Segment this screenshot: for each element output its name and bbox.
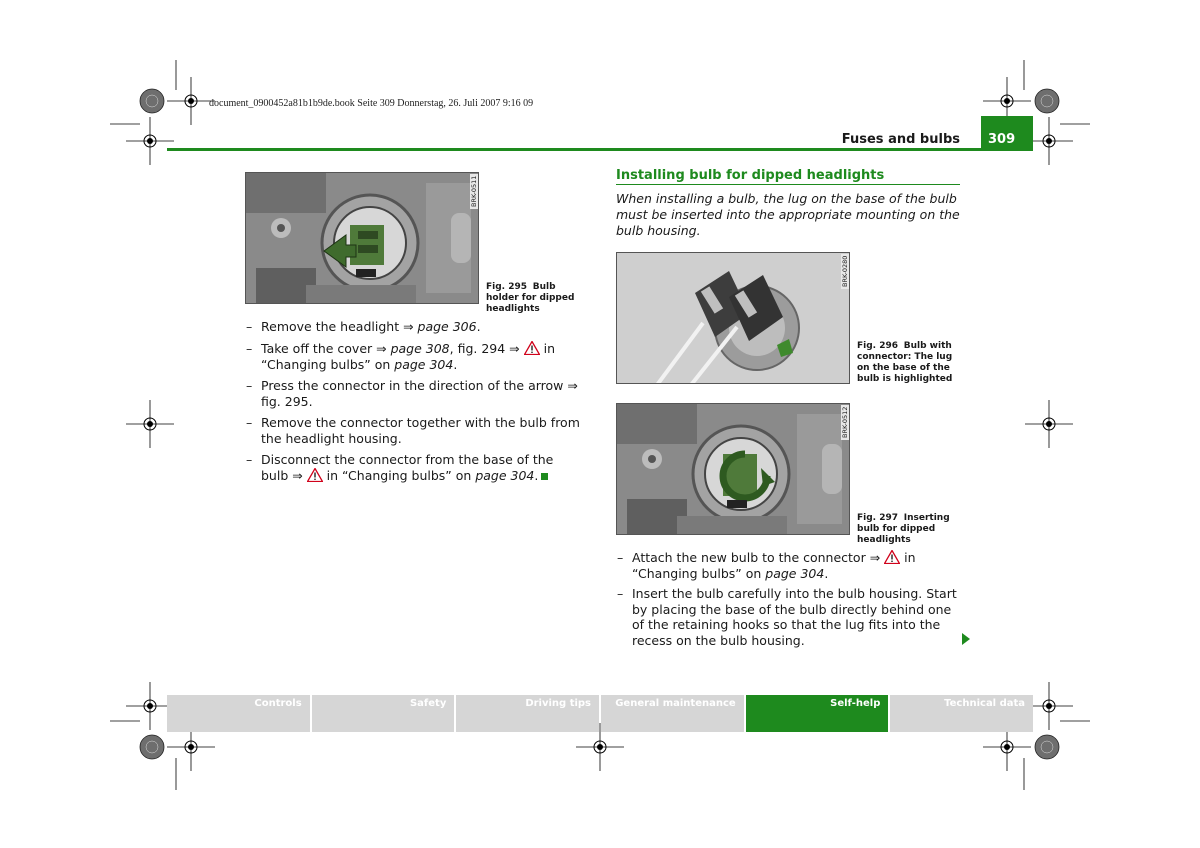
nav-tab-general-maintenance[interactable]: General maintenance (601, 695, 744, 732)
step-press-connector (246, 378, 581, 409)
page-link[interactable]: page 304 (475, 467, 535, 483)
figure-296-label: Fig. 296 (857, 341, 899, 351)
figure-295-caption-text: Bulb holder for dipped headlights (486, 282, 575, 314)
warning-icon (884, 550, 900, 564)
step-attach-new-bulb (617, 550, 962, 581)
nav-tab-safety[interactable]: Safety (312, 695, 455, 732)
page-link[interactable]: page 306 (417, 319, 477, 334)
page-header-title: Fuses and bulbs (841, 132, 960, 147)
step-dash: – (246, 452, 253, 467)
step-text: Press the connector in the direction of the arrow ⇒ fig. 295. (261, 378, 578, 409)
header-rule (167, 148, 1033, 151)
step-text: Remove the connector together with the bulb from the headlight housing. (261, 415, 580, 446)
figure-295-code: BRK-0511 (470, 175, 478, 207)
nav-tab-driving-tips[interactable]: Driving tips (456, 695, 599, 732)
xref-arrow: ⇒ (403, 319, 418, 334)
figure-295-label: Fig. 295 (486, 282, 528, 292)
step-text: in “Changing bulbs” on (261, 341, 555, 372)
step-dash: – (246, 341, 253, 356)
step-text: . (824, 565, 829, 581)
step-insert-bulb (617, 586, 962, 648)
figure-295-caption (486, 282, 586, 315)
end-of-section-marker (541, 473, 548, 480)
nav-tab-controls[interactable]: Controls (167, 695, 310, 732)
step-dash: – (617, 586, 624, 601)
section-title: Installing bulb for dipped headlights (616, 168, 960, 185)
figure-296-caption-text: Bulb with connector: The lug on the base of the bulb is highlighted (857, 341, 953, 384)
page-number: 309 (981, 116, 1033, 149)
print-info-line: document_0900452a81b1b9de.book Seite 309 Donnerstag, 26. Juli 2007 9:16 09 (209, 98, 534, 109)
figure-296-caption (857, 341, 962, 385)
step-text: in “Changing bulbs” on (632, 550, 916, 581)
step-dash: – (617, 550, 624, 565)
figure-297-code: BRK-0512 (841, 406, 849, 438)
warning-icon (524, 341, 540, 355)
figure-297-caption-text: Inserting bulb for dipped headlights (857, 513, 950, 545)
step-text: Remove the headlight (261, 319, 404, 334)
step-text: Disconnect the connector from the base of the bulb ⇒ (261, 452, 554, 483)
step-take-off-cover (246, 341, 581, 372)
step-remove-connector (246, 415, 581, 446)
chapter-nav (167, 695, 1033, 732)
step-text: Insert the bulb carefully into the bulb housing. Start by placing the base of the bulb directly behind one of the retaining hooks so that the lug fits into the recess on the bulb housing. (632, 586, 957, 648)
figure-296-code: BRK-0280 (841, 255, 849, 287)
figure-297-label: Fig. 297 (857, 513, 899, 523)
figure-296-image (616, 252, 850, 384)
figure-297-image (616, 403, 850, 535)
section-intro: When installing a bulb, the lug on the base of the bulb must be inserted into the appropriate mounting on the bulb housing. (616, 191, 960, 238)
step-text: . (453, 356, 458, 372)
step-text: , fig. 294 ⇒ (449, 341, 524, 356)
figure-297-caption (857, 513, 962, 546)
step-dash: – (246, 319, 253, 334)
step-text: in “Changing bulbs” on (322, 467, 476, 483)
continue-arrow-icon (962, 633, 970, 645)
page-link[interactable]: page 304 (765, 565, 825, 581)
step-disconnect-connector (246, 452, 581, 483)
step-text: Attach the new bulb to the connector ⇒ (632, 550, 885, 565)
step-dash: – (246, 415, 253, 430)
step-text: Take off the cover ⇒ (261, 341, 391, 356)
warning-icon (307, 468, 323, 482)
page-link[interactable]: page 304 (394, 356, 454, 372)
page-link[interactable]: page 308 (390, 341, 450, 356)
step-remove-headlight (246, 319, 581, 335)
figure-295-image (245, 172, 479, 304)
nav-tab-technical-data[interactable]: Technical data (890, 695, 1033, 732)
nav-tab-self-help[interactable]: Self-help (746, 695, 889, 732)
step-text: . (534, 467, 539, 483)
step-text: . (476, 319, 481, 334)
step-dash: – (246, 378, 253, 393)
